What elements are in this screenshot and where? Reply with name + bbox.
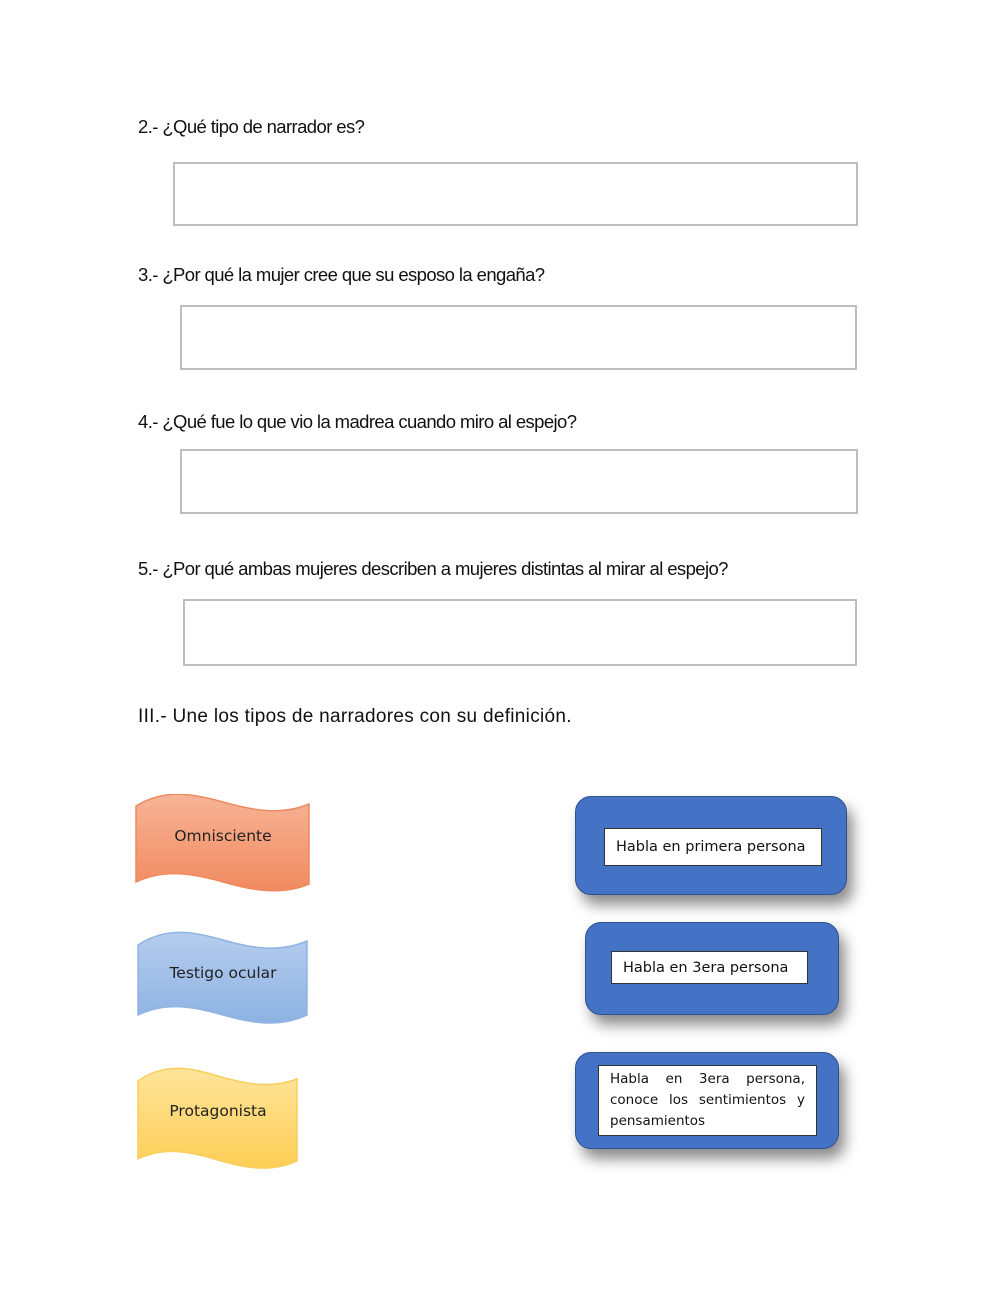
narrator-label: Testigo ocular (169, 964, 277, 982)
narrator-label: Protagonista (169, 1102, 267, 1120)
definition-card-1[interactable] (575, 796, 847, 895)
wave-shape-yellow (137, 1067, 299, 1173)
definition-card-2[interactable] (585, 922, 839, 1015)
answer-box-5[interactable] (183, 599, 857, 666)
answer-box-4[interactable] (180, 449, 858, 514)
definition-card-3[interactable] (575, 1052, 839, 1149)
question-2: 2.- ¿Qué tipo de narrador es? (138, 116, 365, 137)
definition-text: Habla en primera persona (604, 828, 822, 866)
question-5: 5.- ¿Por qué ambas mujeres describen a mujeres distintas al mirar al espejo? (138, 558, 728, 579)
definition-text: Habla en 3era persona, conoce los sentimientos y pensamientos (598, 1065, 817, 1136)
narrator-omnisciente[interactable] (135, 794, 311, 896)
narrator-testigo-ocular[interactable] (137, 931, 309, 1029)
narrator-protagonista[interactable] (137, 1067, 299, 1173)
narrator-label: Omnisciente (174, 827, 272, 845)
definition-text: Habla en 3era persona (611, 951, 808, 984)
question-3: 3.- ¿Por qué la mujer cree que su esposo la engaña? (138, 264, 545, 285)
question-4: 4.- ¿Qué fue lo que vio la madrea cuando miro al espejo? (138, 411, 577, 432)
answer-box-2[interactable] (173, 162, 858, 226)
answer-box-3[interactable] (180, 305, 857, 370)
wave-shape-orange (135, 794, 311, 896)
section-title: III.- Une los tipos de narradores con su definición. (138, 706, 572, 727)
